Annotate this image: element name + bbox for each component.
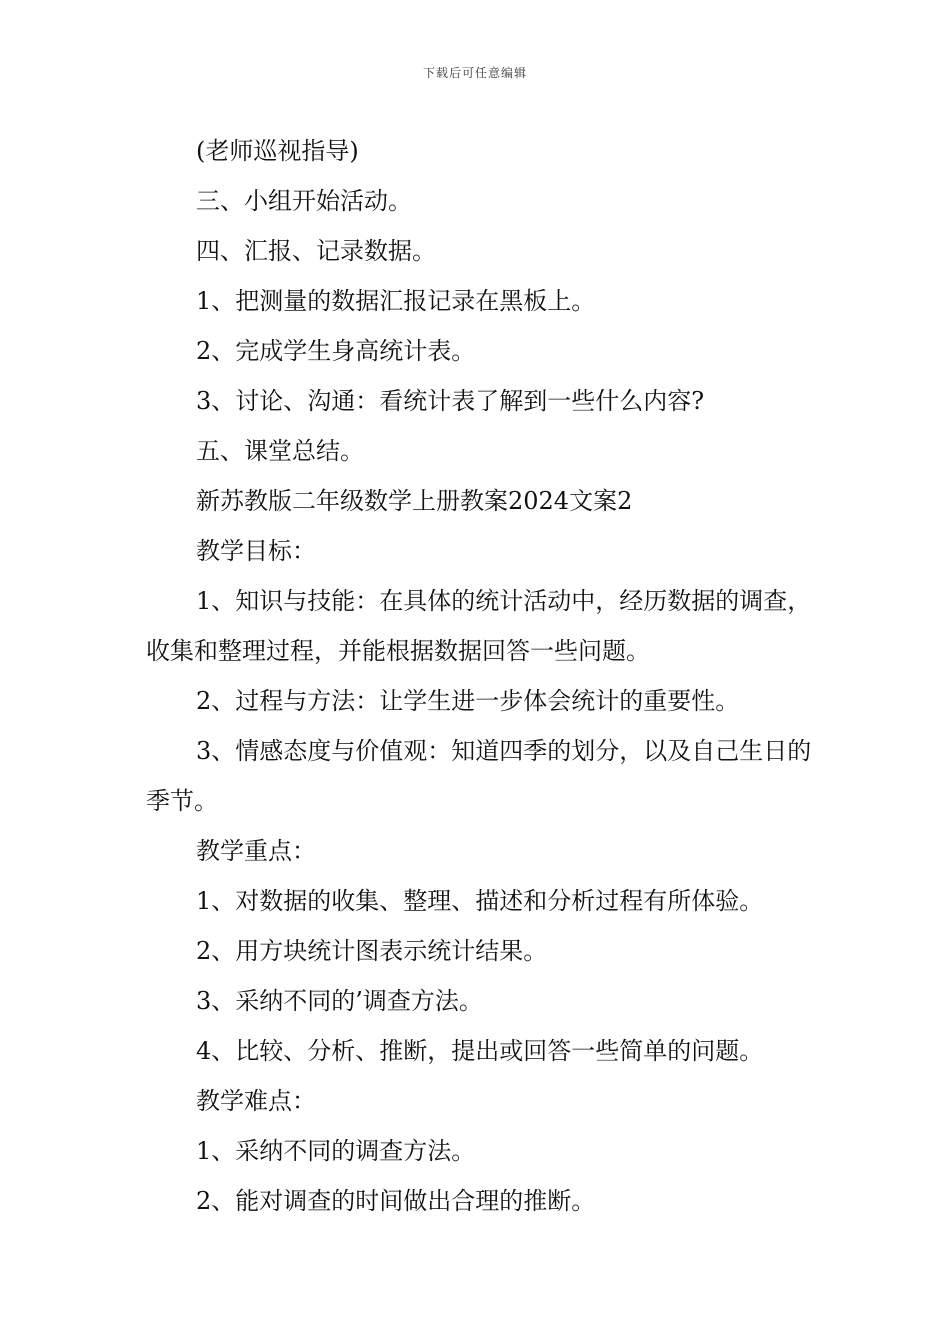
list-item: 1、采纳不同的调查方法。 — [196, 1137, 476, 1165]
section-heading: 教学重点： — [196, 837, 316, 865]
document-body — [146, 126, 814, 1226]
page-header: 下载后可任意编辑 — [422, 66, 527, 80]
section-heading: 三、小组开始活动。 — [196, 187, 412, 215]
section-heading: 五、课堂总结。 — [196, 437, 364, 465]
list-item: 2、过程与方法：让学生进一步体会统计的重要性。 — [196, 687, 740, 715]
list-item: 3、讨论、沟通：看统计表了解到一些什么内容? — [196, 387, 705, 415]
section-heading: 教学目标： — [196, 537, 316, 565]
list-item: 2、用方块统计图表示统计结果。 — [196, 937, 548, 965]
list-item: 4、比较、分析、推断，提出或回答一些简单的问题。 — [196, 1037, 764, 1065]
list-item: 3、情感态度与价值观：知道四季的划分，以及自己生日的季节。 — [146, 737, 812, 815]
list-item: 1、知识与技能：在具体的统计活动中，经历数据的调查，收集和整理过程，并能根据数据回答一些问题。 — [146, 587, 812, 665]
list-item: 1、对数据的收集、整理、描述和分析过程有所体验。 — [196, 887, 764, 915]
paragraph: (老师巡视指导) — [196, 137, 359, 165]
list-item: 1、把测量的数据汇报记录在黑板上。 — [196, 287, 596, 315]
section-heading: 四、汇报、记录数据。 — [196, 237, 436, 265]
document-title: 新苏教版二年级数学上册教案2024文案2 — [196, 487, 633, 515]
list-item: 2、能对调查的时间做出合理的推断。 — [196, 1187, 596, 1215]
section-heading: 教学难点： — [196, 1087, 316, 1115]
list-item: 2、完成学生身高统计表。 — [196, 337, 476, 365]
list-item: 3、采纳不同的’调查方法。 — [196, 987, 483, 1015]
